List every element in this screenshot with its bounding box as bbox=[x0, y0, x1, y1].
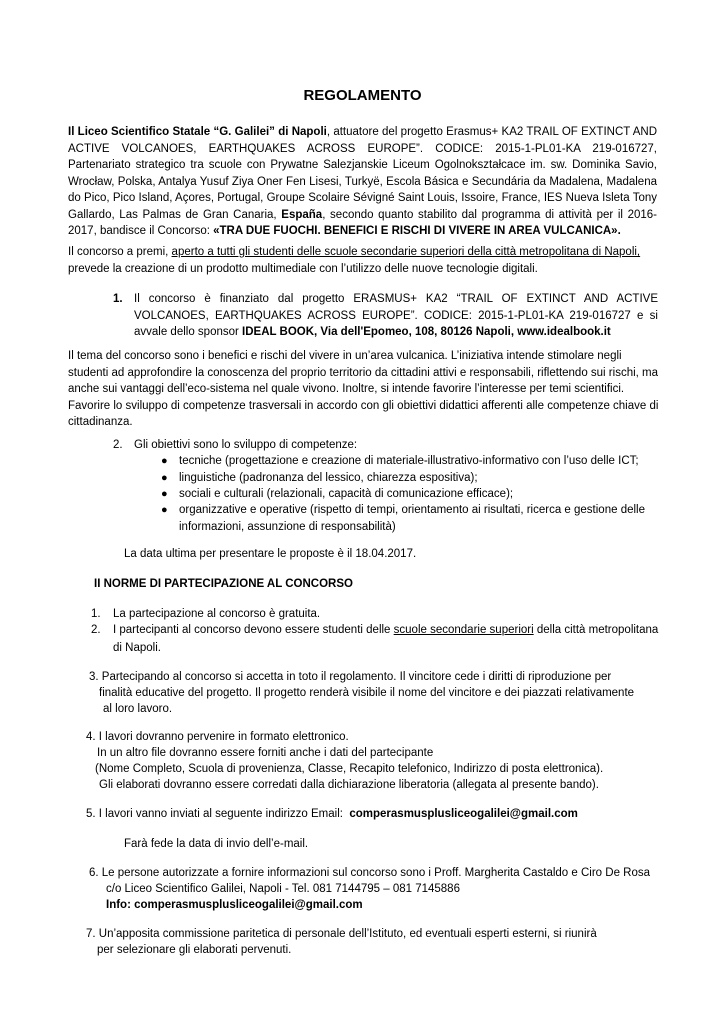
norm-1-number: 1. bbox=[91, 608, 101, 620]
norm-7-line-1: 7. Un’apposita commissione paritetica di personale dell’Istituto, ed eventuali esperti esterni, si riunirà bbox=[86, 928, 597, 940]
item-1-text bbox=[134, 291, 658, 341]
country-spain: España bbox=[281, 208, 323, 221]
norm-3-line-2: finalità educative del progetto. Il progetto renderà visibile il nome del vincitore e dei piazzati relativamente bbox=[99, 687, 635, 699]
norm-6-line-1: 6. Le persone autorizzate a fornire informazioni sul concorso sono i Proff. Margherita Castaldo e Ciro De Rosa bbox=[89, 867, 651, 879]
norm-2-number: 2. bbox=[91, 624, 101, 636]
contest-desc-before: Il concorso a premi, bbox=[68, 246, 172, 258]
norm-4-line-4: Gli elaborati dovranno essere corredati dalla dichiarazione liberatoria (allegata al presente bando). bbox=[99, 779, 599, 791]
norm-6-info: Info: comperasmusplusliceogalilei@gmail.com bbox=[106, 899, 363, 911]
sponsor: IDEAL BOOK, Via dell'Epomeo, 108, 80126 Napoli, www.idealbook.it bbox=[242, 326, 611, 338]
bullet-icon: ● bbox=[161, 472, 168, 484]
intro-paragraph bbox=[68, 124, 657, 240]
norm-4-line-3: (Nome Completo, Scuola di provenienza, Classe, Recapito telefonico, Indirizzo di posta elettronica). bbox=[95, 763, 604, 775]
contest-title: «TRA DUE FUOCHI. BENEFICI E RISCHI DI VIVERE IN AREA VULCANICA». bbox=[213, 225, 621, 237]
item-1-body: Il concorso è finanziato dal progetto ERASMUS+ KA2 “TRAIL OF EXTINCT AND ACTIVE VOLCANOES, EARTHQUAKES ACROSS EUROPE”. CODICE: 2015-1-PL01-KA 219-016727 e si avvale dello sponsor bbox=[134, 293, 658, 338]
objective-item: linguistiche (padronanza del lessico, chiarezza espositiva); bbox=[179, 472, 478, 484]
norm-2-underlined: scuole secondarie superiori bbox=[393, 624, 534, 636]
objective-item: sociali e culturali (relazionali, capacità di comunicazione efficace); bbox=[179, 488, 514, 500]
norm-4-line-1: 4. I lavori dovranno pervenire in formato elettronico. bbox=[86, 731, 349, 743]
norm-2-line-2: di Napoli. bbox=[113, 642, 161, 654]
contest-desc-underlined: aperto a tutti gli studenti delle scuole secondarie superiori della città metropolitana di Napoli, bbox=[171, 246, 641, 258]
theme-paragraph: Il tema del concorso sono i benefici e rischi del vivere in un’area vulcanica. L’iniziativa intende stimolare negli studenti ad approfondire la conoscenza del proprio territorio da cittadini attivi e responsabili, riflettendo sui rischi, ma anche sui vantaggi dell’eco-sistema nel quale vivono. Inoltre, si intende favorire l’interesse per temi scientifici. Favorire lo sviluppo di competenze trasversali in accordo con gli obiettivi didattici afferenti alle competenze chiave di cittadinanza. bbox=[68, 350, 659, 428]
contest-description bbox=[68, 244, 660, 277]
deadline: La data ultima per presentare le proposte è il 18.04.2017. bbox=[124, 548, 417, 560]
norm-2-text bbox=[113, 622, 658, 639]
norm-5-line-2: Farà fede la data di invio dell’e-mail. bbox=[124, 838, 309, 850]
norm-4-line-2: In un altro file dovranno essere forniti anche i dati del partecipante bbox=[97, 747, 434, 759]
objective-item: organizzative e operative (rispetto di tempi, orientamento ai risultati, ricerca e gestione delle informazioni, assunzione di responsabilità) bbox=[179, 504, 645, 533]
norm-3-line-1: 3. Partecipando al concorso si accetta in toto il regolamento. Il vincitore cede i diritti di riproduzione per bbox=[89, 671, 612, 683]
intro-text-2: , secondo quanto stabilito dal programma di attività per il 2016-2017, bandisce il Concorso: bbox=[68, 208, 658, 237]
norm-2-before: I partecipanti al concorso devono essere studenti delle bbox=[113, 624, 394, 636]
document-title: REGOLAMENTO bbox=[303, 87, 422, 104]
item-2-number: 2. bbox=[113, 439, 123, 451]
norm-6-line-2: c/o Liceo Scientifico Galilei, Napoli - Tel. 081 7144795 – 081 7145886 bbox=[106, 883, 460, 895]
item-1-number: 1. bbox=[113, 293, 123, 305]
school-name: Il Liceo Scientifico Statale “G. Galilei” di Napoli bbox=[68, 126, 327, 138]
objective-item: tecniche (progettazione e creazione di materiale-illustrativo-informativo con l’uso delle ICT; bbox=[179, 455, 639, 467]
contest-desc-after: prevede la creazione di un prodotto multimediale con l’utilizzo delle nuove tecnologie digitali. bbox=[68, 262, 538, 275]
contact-email: comperasmusplusliceogalilei@gmail.com bbox=[349, 808, 578, 820]
section-2-title: II NORME DI PARTECIPAZIONE AL CONCORSO bbox=[94, 578, 353, 590]
bullet-icon: ● bbox=[161, 488, 168, 500]
norm-5-line-1 bbox=[86, 806, 578, 823]
norm-7-line-2: per selezionare gli elaborati pervenuti. bbox=[97, 944, 292, 956]
bullet-icon: ● bbox=[161, 504, 168, 516]
norm-2-after: della città metropolitana bbox=[533, 624, 659, 636]
norm-1-text: La partecipazione al concorso è gratuita. bbox=[113, 608, 321, 620]
intro-text-1: , attuatore del progetto Erasmus+ KA2 TRAIL OF EXTINCT AND ACTIVE VOLCANOES, EARTHQUAKES ACROSS EUROPE”. CODICE: 2015-1-PL01-KA 219-016727, Partenariato strategico tra scuole con Prywatne Salezjanskie Liceum Ogolnokształcace im. sw. Dominika Savio, Wrocław, Polska, Antalya Yusuf Ziya Oner Fen Lisesi, Turkyë, Escola Básica e Secundária da Madalena, Madalena do Pico, Pico Island, Açores, Portugal, Groupe Scolaire Sévigné Saint Louis, Issoire, France, IES Nueva Isleta Tony Gallardo, Las Palmas de Gran Canaria, bbox=[68, 126, 658, 221]
norm-5-intro: 5. I lavori vanno inviati al seguente indirizzo Email: bbox=[86, 808, 350, 820]
norm-3-line-3: al loro lavoro. bbox=[103, 703, 173, 715]
item-2-text: Gli obiettivi sono lo sviluppo di competenze: bbox=[134, 439, 358, 451]
bullet-icon: ● bbox=[161, 455, 168, 467]
